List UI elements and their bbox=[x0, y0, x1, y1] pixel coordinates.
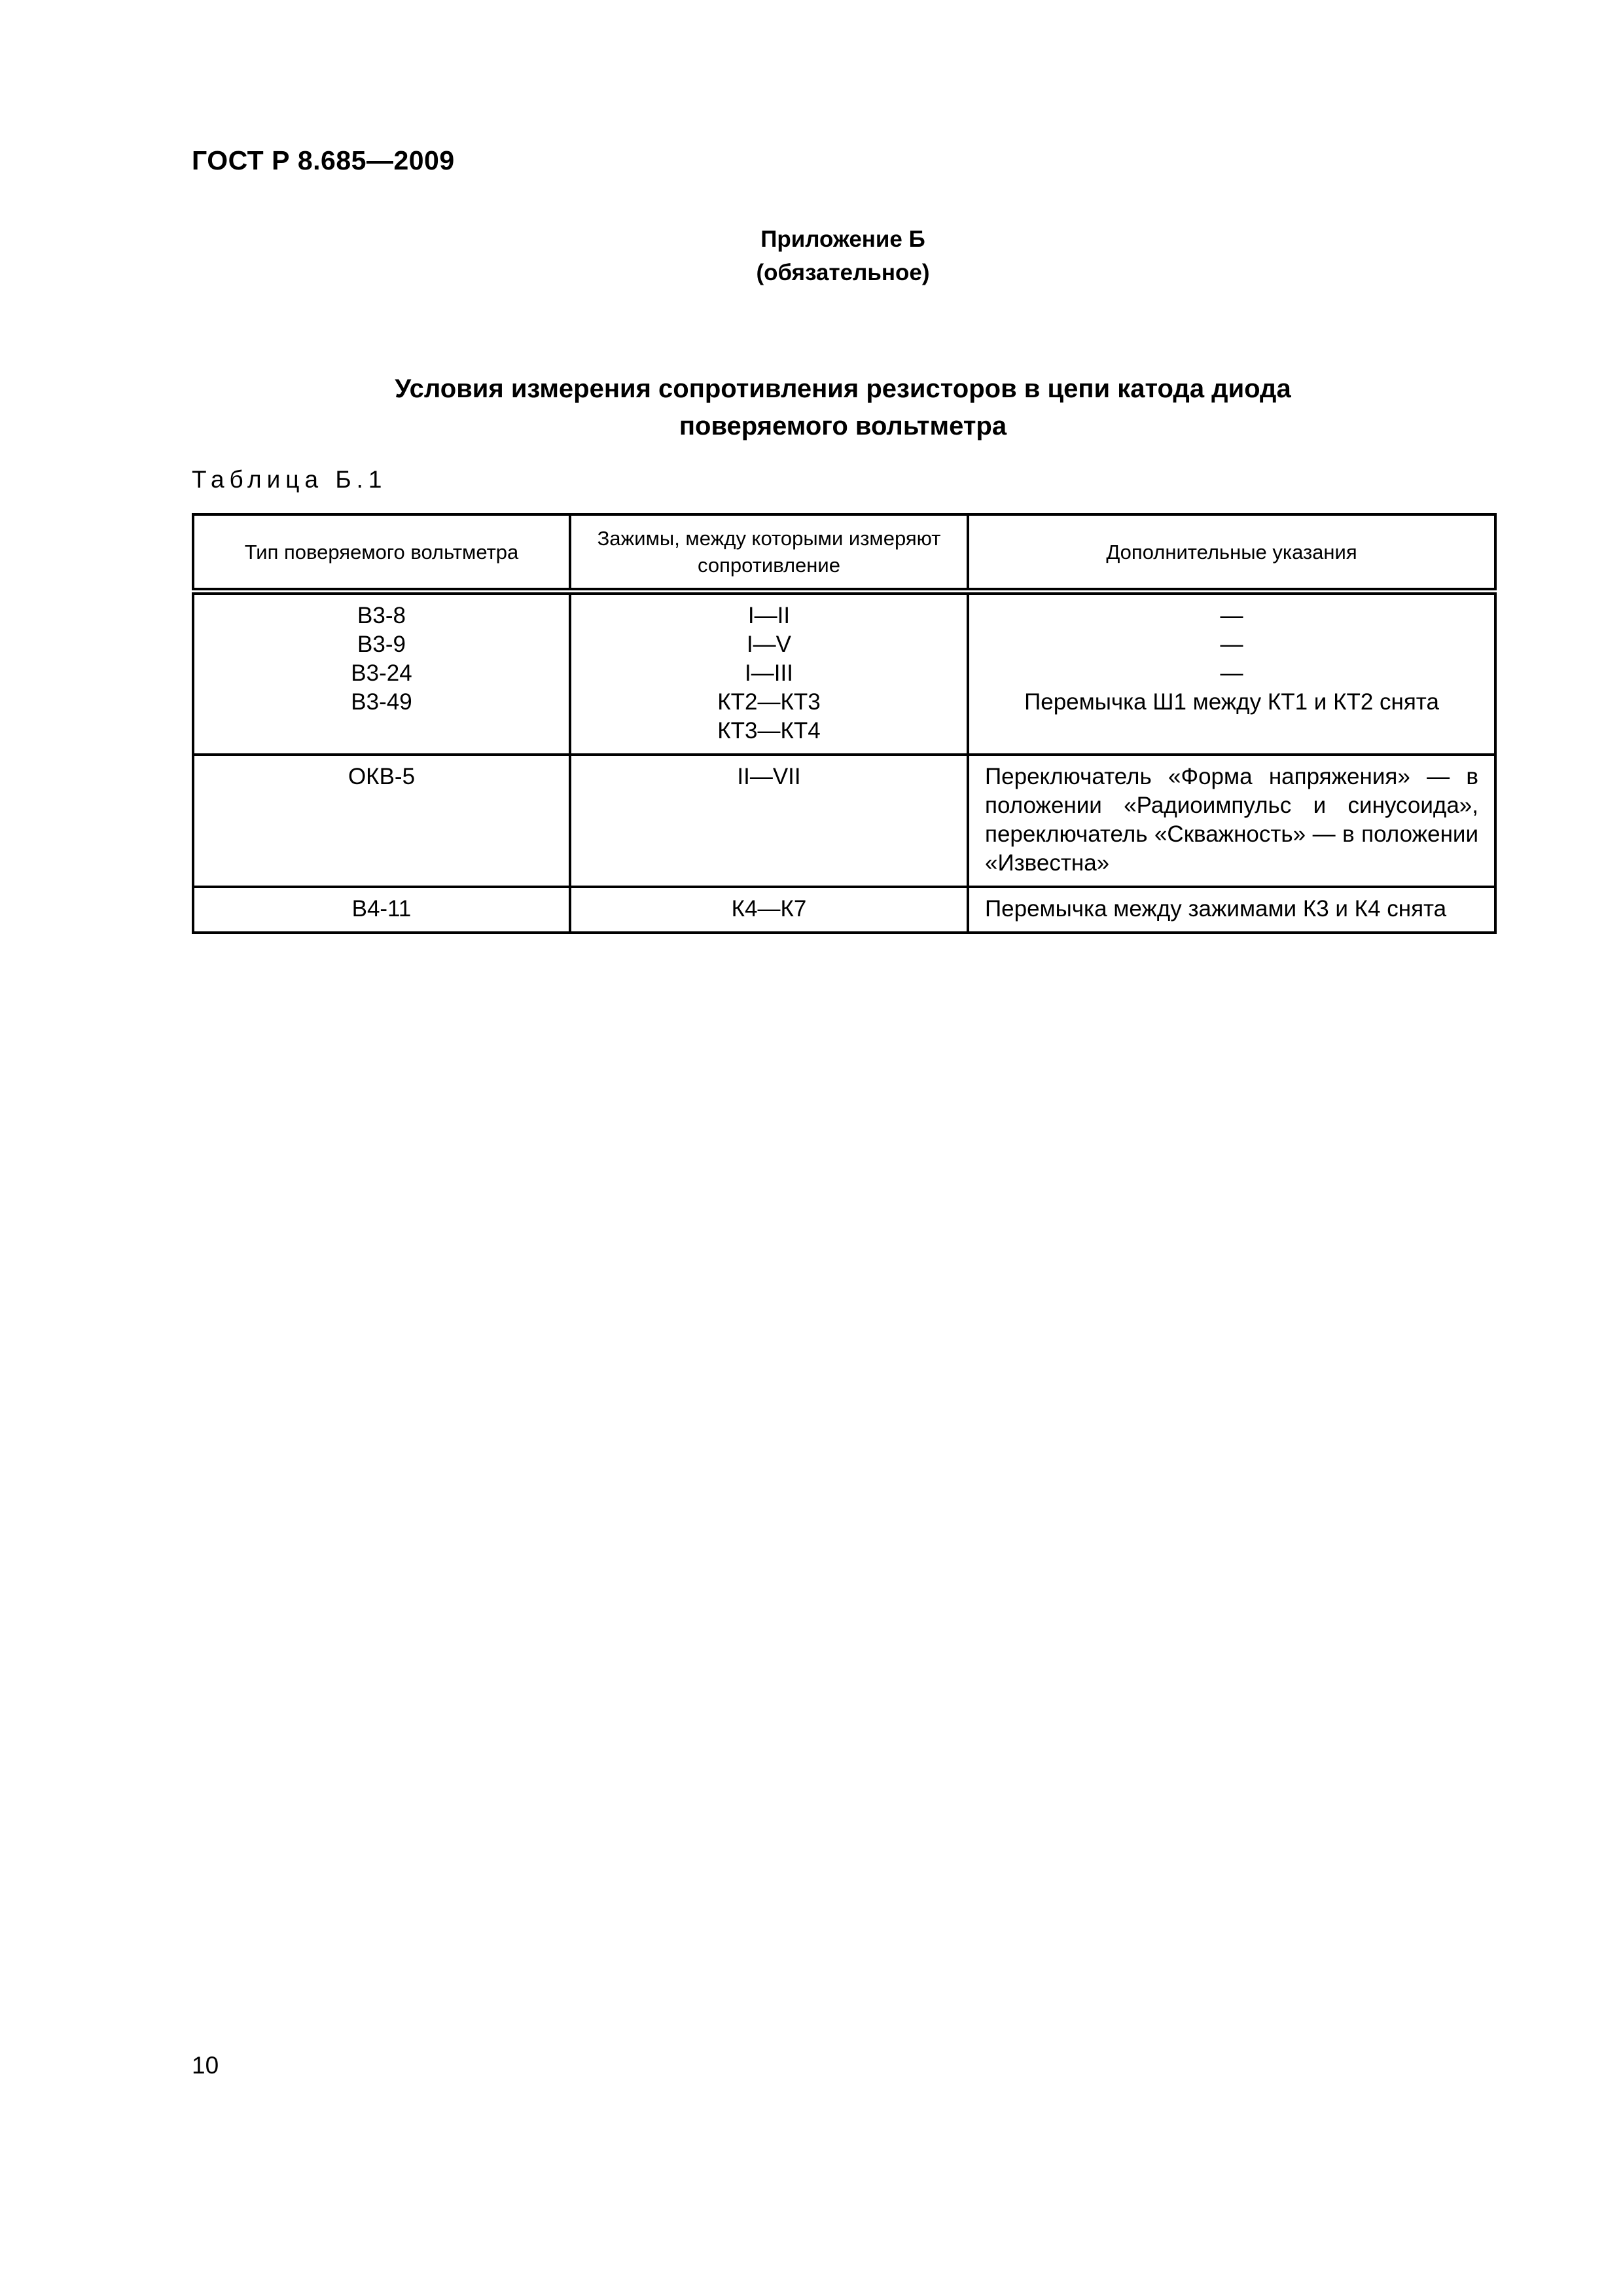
appendix-status: (обязательное) bbox=[756, 260, 930, 285]
header-voltmeter-type: Тип поверяемого вольтметра bbox=[193, 514, 570, 592]
clamp-value: КТ3—КТ4 bbox=[717, 718, 821, 744]
table-header-row bbox=[193, 514, 1495, 592]
header-clamps: Зажимы, между которыми измеряют сопротивление bbox=[570, 514, 968, 592]
appendix-title: Приложение Б bbox=[760, 226, 925, 252]
note-value: — bbox=[1220, 632, 1243, 657]
clamp-value: I—V bbox=[746, 632, 792, 657]
clamp-value: I—II bbox=[747, 603, 791, 628]
cell-clamps bbox=[570, 755, 968, 887]
note-value: — bbox=[1220, 660, 1243, 686]
cell-voltmeter-type bbox=[193, 592, 570, 755]
section-title bbox=[192, 370, 1494, 445]
table-container bbox=[192, 513, 1494, 934]
document-code: ГОСТ Р 8.685—2009 bbox=[192, 145, 455, 175]
cell-notes bbox=[968, 592, 1495, 755]
type-value: В3-8 bbox=[357, 603, 406, 628]
conditions-table bbox=[192, 513, 1497, 934]
cell-notes: Перемычка между зажимами К3 и К4 снята bbox=[968, 887, 1495, 933]
header-notes: Дополнительные указания bbox=[968, 514, 1495, 592]
table-caption: Таблица Б.1 bbox=[192, 466, 387, 493]
cell-voltmeter-type bbox=[193, 755, 570, 887]
section-title-line-1: Условия измерения сопротивления резисторов в цепи катода диода bbox=[395, 374, 1291, 403]
cell-voltmeter-type bbox=[193, 887, 570, 933]
note-value: — bbox=[1220, 603, 1243, 628]
section-title-line-2: поверяемого вольтметра bbox=[679, 412, 1007, 440]
cell-clamps bbox=[570, 592, 968, 755]
table-row bbox=[193, 755, 1495, 887]
table-row bbox=[193, 592, 1495, 755]
type-value: В4-11 bbox=[351, 896, 412, 922]
cell-clamps bbox=[570, 887, 968, 933]
clamp-value: К4—К7 bbox=[731, 896, 807, 922]
clamp-value: II—VII bbox=[737, 764, 801, 789]
clamp-value: I—III bbox=[745, 660, 793, 686]
type-value: В3-9 bbox=[357, 632, 406, 657]
type-value: ОКВ-5 bbox=[348, 764, 416, 789]
table-row bbox=[193, 887, 1495, 933]
note-value: Перемычка Ш1 между КТ1 и КТ2 снята bbox=[1024, 689, 1439, 715]
cell-notes: Переключатель «Форма напряжения» — в положении «Радиоимпульс и синусоида», переключатель «Скважность» — в положении «Известна» bbox=[968, 755, 1495, 887]
appendix-heading bbox=[192, 223, 1494, 289]
type-value: В3-24 bbox=[351, 660, 412, 686]
page-number: 10 bbox=[192, 2052, 219, 2079]
type-value: В3-49 bbox=[351, 689, 412, 715]
clamp-value: КТ2—КТ3 bbox=[717, 689, 821, 715]
